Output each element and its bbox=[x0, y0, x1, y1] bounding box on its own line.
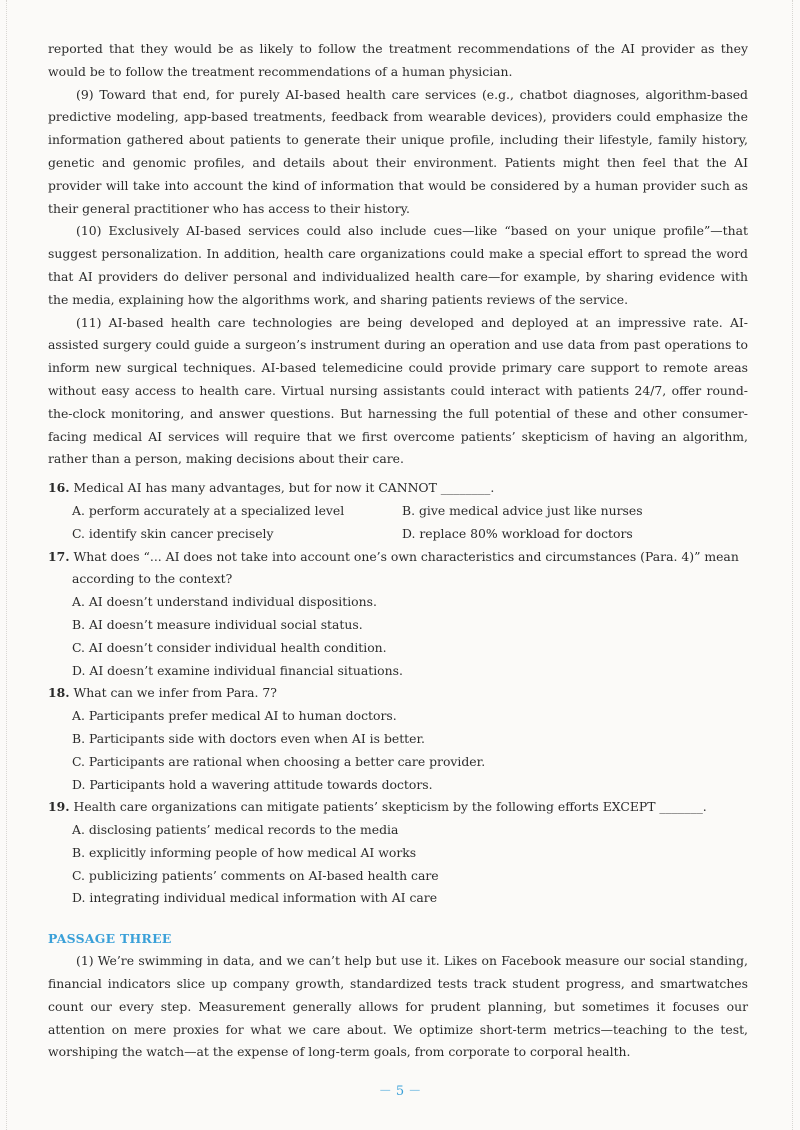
passage-three-heading: PASSAGE THREE bbox=[48, 931, 172, 947]
document-page bbox=[48, 38, 748, 1064]
question-18 bbox=[48, 682, 748, 796]
page-number: － 5 － bbox=[378, 1084, 422, 1099]
option-a[interactable]: A. perform accurately at a specialized level bbox=[72, 502, 345, 518]
option-d[interactable]: D. replace 80% workload for doctors bbox=[402, 525, 633, 541]
option-b[interactable]: B. Participants side with doctors even when AI is better. bbox=[72, 730, 425, 746]
page-edge-left bbox=[6, 0, 8, 1130]
option-d[interactable]: D. integrating individual medical information with AI care bbox=[72, 890, 438, 906]
question-number: 16. bbox=[48, 480, 70, 496]
option-d[interactable]: D. Participants hold a wavering attitude towards doctors. bbox=[72, 776, 433, 792]
question-19 bbox=[48, 796, 748, 910]
paragraph-11: (11) AI-based health care technologies are being developed and deployed at an impressive rate. AI-assisted surgery could guide a surgeon’s instrument during an operation and use data from past operations to inform new surgical techniques. AI-based telemedicine could provide primary care support to remote areas without easy access to health care. Virtual nursing assistants could interact with patients 24/7, offer round-the-clock monitoring, and answer questions. But harnessing the full potential of these and other consumer-facing medical AI services will require that we first overcome patients’ skepticism of having an algorithm, rather than a person, making decisions about their care. bbox=[48, 314, 748, 467]
question-stem: What does “... AI does not take into account one’s own characteristics and circumstances (Para. 4)” mean according to the context? bbox=[72, 548, 739, 587]
option-b[interactable]: B. AI doesn’t measure individual social status. bbox=[72, 616, 363, 632]
option-c[interactable]: C. Participants are rational when choosing a better care provider. bbox=[72, 753, 486, 769]
option-a[interactable]: A. disclosing patients’ medical records to the media bbox=[72, 822, 399, 838]
option-b[interactable]: B. explicitly informing people of how medical AI works bbox=[72, 844, 417, 860]
paragraph-9: (9) Toward that end, for purely AI-based health care services (e.g., chatbot diagnoses, algorithm-based predictive modeling, app-based treatments, feedback from wearable devices), providers could emphasize the information gathered about patients to generate their unique profile, including their lifestyle, family history, genetic and genomic profiles, and details about their environment. Patients might then feel that the AI provider will take into account the kind of information that would be considered by a human provider such as their general practitioner who has access to their history. bbox=[48, 86, 748, 216]
question-16 bbox=[48, 477, 748, 545]
question-number: 19. bbox=[48, 799, 70, 815]
question-stem: What can we infer from Para. 7? bbox=[73, 685, 277, 701]
question-number: 17. bbox=[48, 548, 70, 564]
question-stem: Health care organizations can mitigate patients’ skepticism by the following efforts EXCEPT _______. bbox=[73, 799, 707, 815]
paragraph-10: (10) Exclusively AI-based services could also include cues—like “based on your unique profile”—that suggest personalization. In addition, health care organizations could make a special effort to spread the word that AI providers do deliver personal and individualized health care—for example, by sharing evidence with the media, explaining how the algorithms work, and sharing patients reviews of the service. bbox=[48, 223, 748, 307]
question-number: 18. bbox=[48, 685, 70, 701]
option-c[interactable]: C. identify skin cancer precisely bbox=[72, 525, 274, 541]
option-a[interactable]: A. Participants prefer medical AI to human doctors. bbox=[72, 708, 397, 724]
paragraph-8-end: reported that they would be as likely to follow the treatment recommendations of the AI provider as they would be to follow the treatment recommendations of a human physician. bbox=[48, 41, 748, 79]
question-stem: Medical AI has many advantages, but for now it CANNOT ________. bbox=[73, 480, 495, 496]
passage-three-paragraph-1: (1) We’re swimming in data, and we can’t help but use it. Likes on Facebook measure our social standing, financial indicators slice up company growth, standardized tests track student progress, and smartwatches count our every step. Measurement generally allows for prudent planning, but sometimes it focuses our attention on mere proxies for what we care about. We optimize short-term metrics—teaching to the test, worshiping the watch—at the expense of long-term goals, from corporate to corporal health. bbox=[48, 953, 748, 1060]
option-c[interactable]: C. publicizing patients’ comments on AI-based health care bbox=[72, 867, 439, 883]
option-c[interactable]: C. AI doesn’t consider individual health condition. bbox=[72, 639, 387, 655]
question-17 bbox=[48, 546, 748, 683]
option-d[interactable]: D. AI doesn’t examine individual financial situations. bbox=[72, 662, 403, 678]
option-a[interactable]: A. AI doesn’t understand individual dispositions. bbox=[72, 594, 377, 610]
option-b[interactable]: B. give medical advice just like nurses bbox=[402, 502, 643, 518]
page-edge-right bbox=[792, 0, 794, 1130]
